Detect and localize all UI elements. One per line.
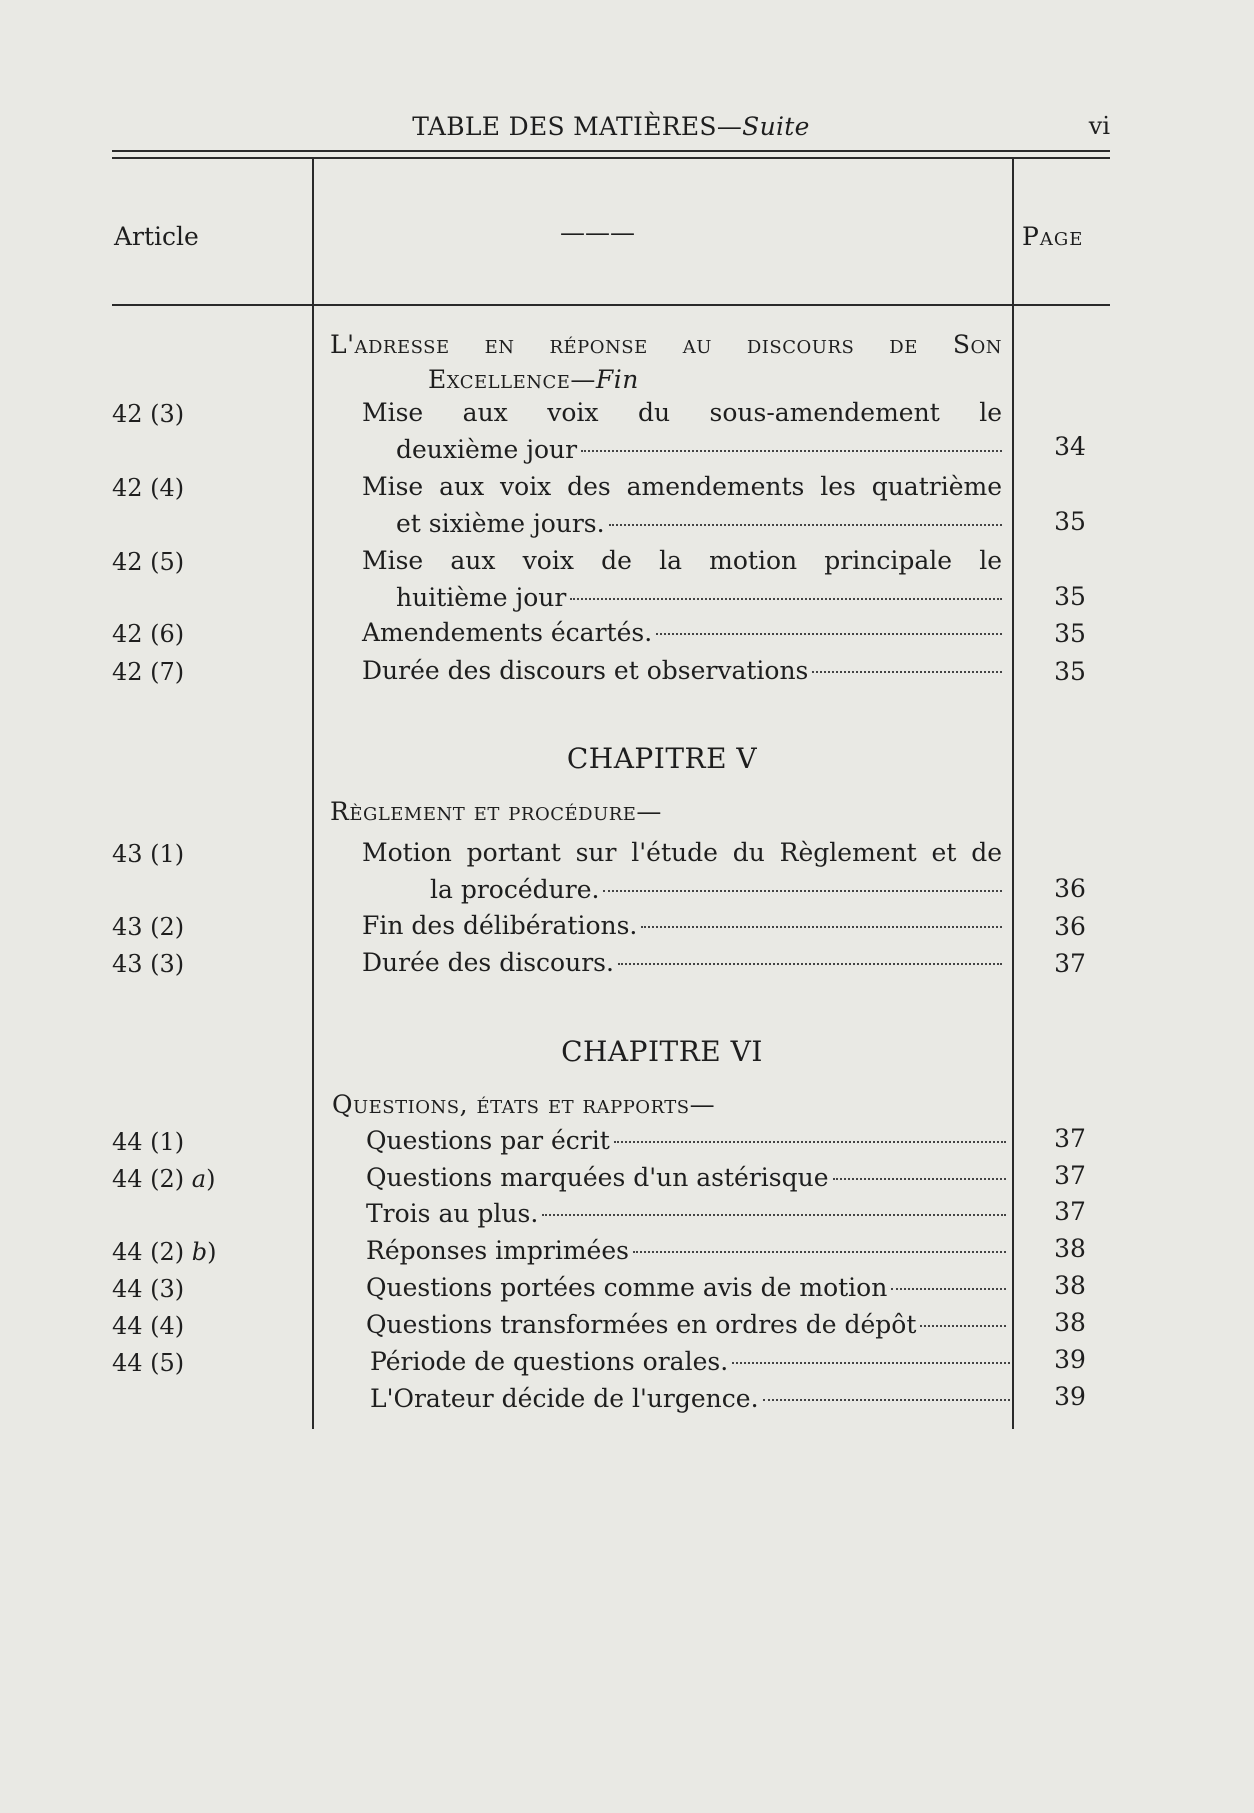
top-rule-1 xyxy=(112,150,1110,152)
toc-entry[interactable] xyxy=(362,394,1002,468)
article-number: 42 (6) xyxy=(112,620,185,648)
entry-title: Réponses imprimées xyxy=(366,1236,629,1265)
article-suffix-letter: b xyxy=(191,1238,208,1266)
page-number[interactable]: 39 xyxy=(1054,1345,1086,1374)
page-number[interactable]: 38 xyxy=(1054,1271,1086,1300)
column-divider-right xyxy=(1012,159,1014,1429)
article-number: 43 (3) xyxy=(112,950,185,978)
toc-entry[interactable] xyxy=(366,1306,1006,1343)
toc-entry[interactable] xyxy=(366,1195,1006,1232)
entry-row xyxy=(366,1232,1006,1269)
page-number[interactable]: 36 xyxy=(1054,912,1086,941)
entry-title: Questions marquées d'un astérisque xyxy=(366,1163,829,1192)
article-number: 43 (1) xyxy=(112,840,185,868)
toc-entry[interactable] xyxy=(362,468,1002,542)
running-title xyxy=(112,112,1110,141)
page-number[interactable]: 38 xyxy=(1054,1234,1086,1263)
entry-title: Questions portées comme avis de motion xyxy=(366,1273,888,1302)
toc-entry[interactable] xyxy=(362,944,1002,981)
entry-title: Questions par écrit xyxy=(366,1126,610,1155)
toc-entry[interactable] xyxy=(370,1343,1010,1380)
page-number[interactable]: 37 xyxy=(1054,1197,1086,1226)
dot-leader xyxy=(920,1325,1006,1327)
entry-title: Mise aux voix des amendements les quatrième xyxy=(362,472,1002,501)
running-title-italic: Suite xyxy=(742,112,810,141)
entry-cont xyxy=(362,505,1002,542)
top-rule-2 xyxy=(112,157,1110,159)
page-folio: vi xyxy=(1088,112,1110,140)
dot-leader xyxy=(812,671,1002,673)
article-number: 44 (4) xyxy=(112,1312,185,1340)
entry-row xyxy=(362,944,1002,981)
entry-title: Durée des discours. xyxy=(362,948,614,977)
column-header-page: Page xyxy=(1022,222,1084,251)
section-heading-cont-italic: Fin xyxy=(595,365,639,394)
section-heading-cont xyxy=(428,361,639,398)
article-number-text: 44 (2) a) xyxy=(112,1165,216,1193)
entry-row xyxy=(362,652,1002,689)
toc-entry[interactable] xyxy=(362,542,1002,616)
entry-row xyxy=(366,1306,1006,1343)
entry-title-cont: deuxième jour xyxy=(396,435,578,464)
page-number[interactable]: 39 xyxy=(1054,1382,1086,1411)
article-number xyxy=(112,1162,312,1196)
column-divider-left xyxy=(312,159,314,1429)
entry-row xyxy=(366,1269,1006,1306)
dot-leader xyxy=(833,1178,1007,1180)
section-heading: Règlement et procédure— xyxy=(330,797,662,826)
page-number[interactable]: 35 xyxy=(1054,657,1086,686)
section-heading-line1: L'adresse en réponse au discours de Son xyxy=(330,330,1002,359)
dot-leader xyxy=(614,1141,1006,1143)
dot-leader xyxy=(656,633,1002,635)
page-number[interactable]: 37 xyxy=(1054,949,1086,978)
entry-cont xyxy=(362,579,1002,616)
dot-leader xyxy=(570,598,1002,600)
entry-title: L'Orateur décide de l'urgence. xyxy=(370,1384,759,1413)
column-header-middle: ——— xyxy=(560,218,635,247)
toc-entry[interactable] xyxy=(366,1269,1006,1306)
toc-entry[interactable] xyxy=(362,652,1002,689)
article-number: 43 (2) xyxy=(112,913,185,941)
column-header-article: Article xyxy=(114,222,199,251)
running-head xyxy=(112,112,1110,146)
page-number[interactable]: 34 xyxy=(1054,432,1086,461)
dot-leader xyxy=(542,1214,1006,1216)
article-number xyxy=(112,1198,312,1232)
entry-row xyxy=(362,907,1002,944)
article-number: 42 (7) xyxy=(112,658,185,686)
page-number[interactable]: 37 xyxy=(1054,1161,1086,1190)
entry-title-cont: et sixième jours. xyxy=(396,509,605,538)
dot-leader xyxy=(641,926,1002,928)
dot-leader xyxy=(609,524,1002,526)
entry-title: Mise aux voix de la motion principale le xyxy=(362,546,1002,575)
toc-entry[interactable] xyxy=(366,1232,1006,1269)
page-number[interactable]: 38 xyxy=(1054,1308,1086,1337)
dot-leader xyxy=(891,1288,1006,1290)
dot-leader xyxy=(633,1251,1006,1253)
toc-entry[interactable] xyxy=(366,1159,1006,1196)
article-number: 42 (4) xyxy=(112,474,185,502)
article-number: 44 (5) xyxy=(112,1349,185,1377)
entry-title: Amendements écartés. xyxy=(362,618,653,647)
page-number[interactable]: 35 xyxy=(1054,619,1086,648)
section-heading-cont-text: Excellence— xyxy=(428,365,596,394)
dot-leader xyxy=(581,450,1002,452)
header-rule xyxy=(112,304,1110,306)
entry-row xyxy=(366,1122,1006,1159)
entry-title: Période de questions orales. xyxy=(370,1347,729,1376)
chapter-title: CHAPITRE VI xyxy=(561,1035,763,1068)
entry-title: Motion portant sur l'étude du Règlement et de xyxy=(362,838,1002,867)
article-number: 44 (1) xyxy=(112,1128,185,1156)
toc-entry[interactable] xyxy=(370,1380,1010,1417)
dot-leader xyxy=(732,1362,1010,1364)
article-number: 44 (3) xyxy=(112,1275,185,1303)
article-number: 42 (5) xyxy=(112,548,185,576)
article-number xyxy=(112,1235,312,1269)
entry-row xyxy=(366,1195,1006,1232)
dot-leader xyxy=(618,963,1002,965)
page-number[interactable]: 35 xyxy=(1054,507,1086,536)
dot-leader xyxy=(603,890,1002,892)
entry-title: Questions transformées en ordres de dépôt xyxy=(366,1310,917,1339)
chapter-title: CHAPITRE V xyxy=(566,742,758,775)
toc-entry[interactable] xyxy=(366,1122,1006,1159)
entry-row xyxy=(370,1343,1010,1380)
running-title-text: TABLE DES MATIÈRES— xyxy=(412,112,743,141)
article-suffix-letter: a xyxy=(191,1165,207,1193)
page-number[interactable]: 35 xyxy=(1054,582,1086,611)
entry-title-cont: la procédure. xyxy=(430,875,600,904)
article-number xyxy=(112,1383,312,1417)
page-number[interactable]: 37 xyxy=(1054,1124,1086,1153)
article-number-text: 44 (2) b) xyxy=(112,1238,217,1266)
toc-entry[interactable] xyxy=(362,614,1002,651)
entry-title-cont: huitième jour xyxy=(396,583,567,612)
entry-title: Trois au plus. xyxy=(366,1199,539,1228)
dot-leader xyxy=(763,1399,1010,1401)
entry-row xyxy=(366,1159,1006,1196)
section-heading: Questions, états et rapports— xyxy=(332,1090,716,1119)
entry-title: Durée des discours et observations xyxy=(362,656,809,685)
entry-title: Mise aux voix du sous-amendement le xyxy=(362,398,1002,427)
page-number[interactable]: 36 xyxy=(1054,874,1086,903)
entry-title: Fin des délibérations. xyxy=(362,911,638,940)
entry-row xyxy=(370,1380,1010,1417)
toc-entry[interactable] xyxy=(362,834,1002,908)
section-heading xyxy=(330,326,1002,363)
entry-cont xyxy=(362,431,1002,468)
article-number: 42 (3) xyxy=(112,400,185,428)
toc-entry[interactable] xyxy=(362,907,1002,944)
entry-cont xyxy=(362,871,1002,908)
entry-row xyxy=(362,614,1002,651)
